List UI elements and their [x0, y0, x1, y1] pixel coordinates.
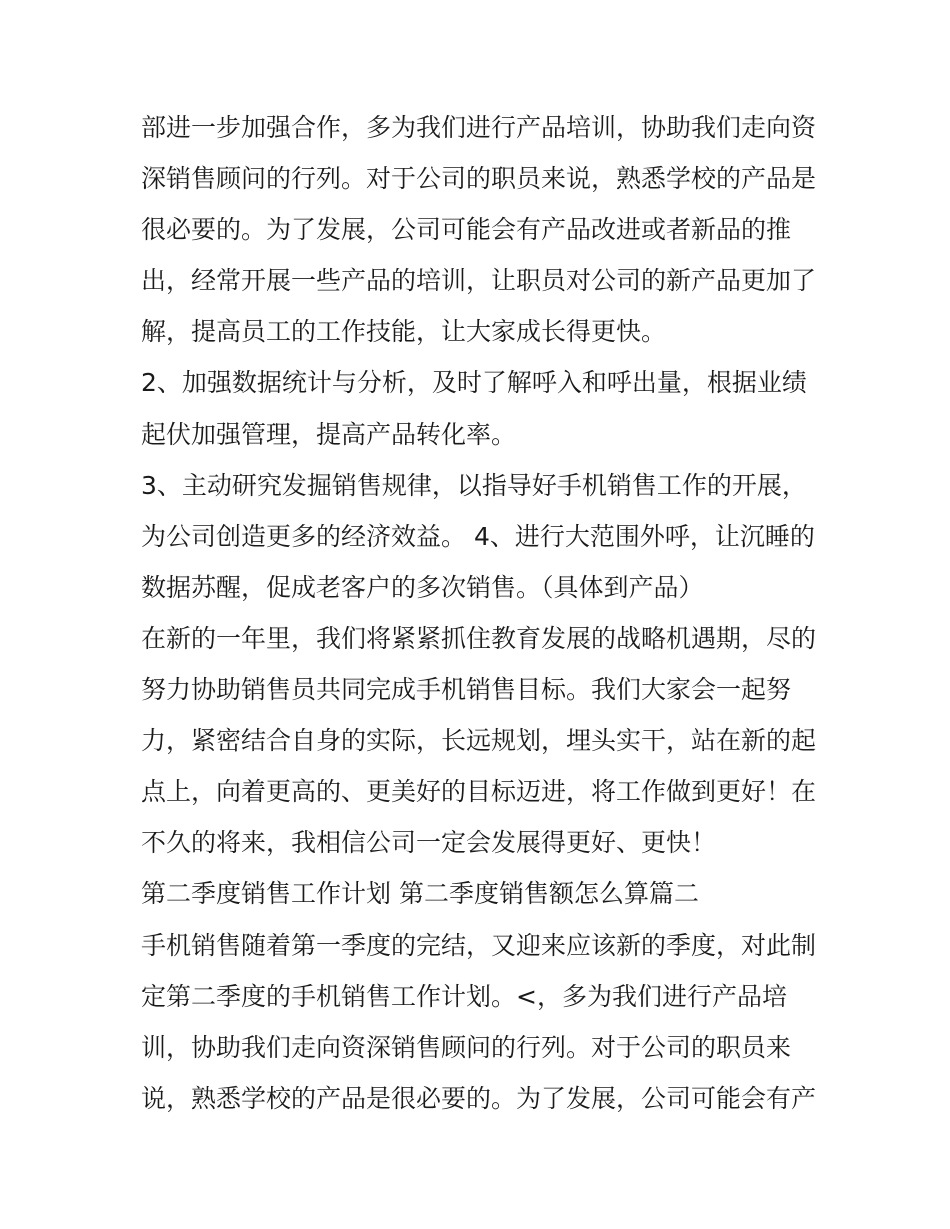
list-item-3: 3、主动研究发掘销售规律，以指导好手机销售工作的开展， — [141, 470, 807, 500]
text-line: 在新的一年里，我们将紧紧抓住教育发展的战略机遇期，尽的 — [141, 623, 817, 653]
text-line: 很必要的。为了发展，公司可能会有产品改进或者新品的推 — [141, 215, 792, 245]
text-line: 点上，向着更高的、更美好的目标迈进，将工作做到更好！在 — [141, 777, 817, 807]
text-line: 起伏加强管理，提高产品转化率。 — [141, 419, 517, 449]
text-line: 训，协助我们走向资深销售顾问的行列。对于公司的职员来 — [141, 1032, 792, 1062]
text-line: 为公司创造更多的经济效益。 4、进行大范围外呼，让沉睡的 — [141, 521, 815, 551]
list-item-2: 2、加强数据统计与分析，及时了解呼入和呼出量，根据业绩 — [141, 368, 807, 398]
text-line: 手机销售随着第一季度的完结，又迎来应该新的季度，对此制 — [141, 930, 817, 960]
section-heading: 第二季度销售工作计划 第二季度销售额怎么算篇二 — [141, 879, 699, 909]
text-line: 不久的将来，我相信公司一定会发展得更好、更快！ — [141, 828, 717, 858]
document-text-body — [141, 102, 821, 1124]
text-line: 深销售顾问的行列。对于公司的职员来说，熟悉学校的产品是 — [141, 164, 817, 194]
text-line: 部进一步加强合作，多为我们进行产品培训，协助我们走向资 — [141, 113, 817, 142]
text-line: 力，紧密结合自身的实际，长远规划，埋头实干，站在新的起 — [141, 726, 817, 756]
text-line: 解，提高员工的工作技能，让大家成长得更快。 — [141, 317, 667, 347]
text-line: 说，熟悉学校的产品是很必要的。为了发展，公司可能会有产 — [141, 1083, 817, 1113]
text-line: 出，经常开展一些产品的培训，让职员对公司的新产品更加了 — [141, 266, 817, 296]
text-line: 定第二季度的手机销售工作计划。<，多为我们进行产品培 — [141, 981, 787, 1011]
text-line: 努力协助销售员共同完成手机销售目标。我们大家会一起努 — [141, 675, 792, 705]
text-line: 数据苏醒，促成老客户的多次销售。（具体到产品） — [141, 572, 704, 602]
